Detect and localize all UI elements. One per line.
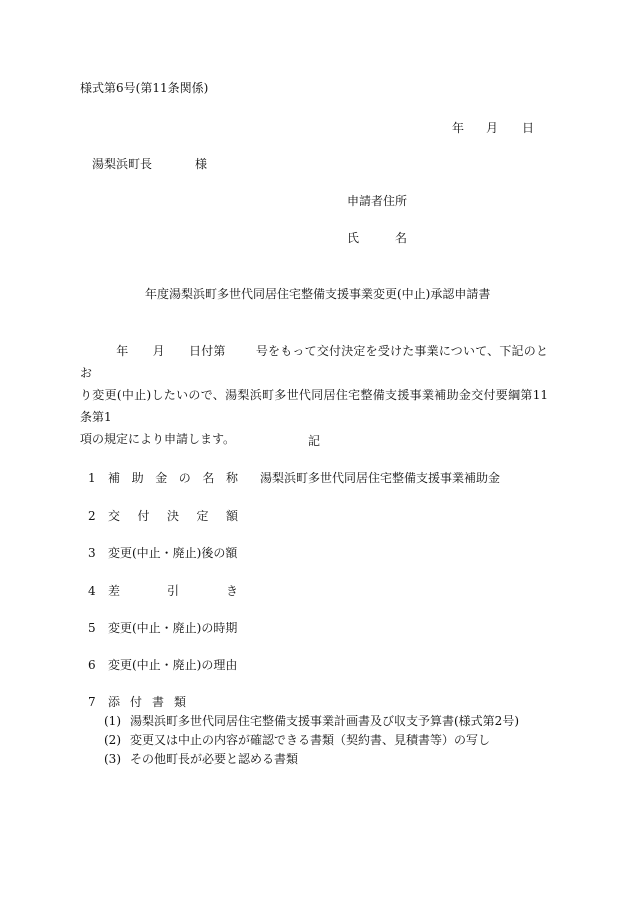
attachment-number: (2) [104, 733, 121, 747]
body-line-3: 項の規定により申請します。 [80, 432, 236, 446]
item-number: 6 [88, 658, 96, 672]
attachment-number: (1) [104, 714, 121, 728]
attachment-item [104, 713, 519, 729]
body-day-no: 日付第 [188, 344, 226, 358]
attachment-item [104, 732, 490, 748]
ki-heading: 記 [308, 434, 321, 448]
body-line-1 [80, 340, 548, 384]
item-number: 3 [88, 546, 96, 560]
item-number: 2 [88, 509, 96, 523]
document-title: 年度湯梨浜町多世代同居住宅整備支援事業変更(中止)承認申請書 [145, 287, 491, 301]
list-item [88, 508, 238, 524]
item-value: 湯梨浜町多世代同居住宅整備支援事業補助金 [260, 471, 501, 485]
date-month-label: 月 [486, 121, 499, 135]
attachment-text: その他町長が必要と認める書類 [130, 752, 299, 766]
list-item [88, 583, 238, 599]
list-item [88, 470, 500, 486]
list-item [88, 657, 237, 673]
addressee-title: 湯梨浜町長 [92, 157, 153, 171]
list-item [88, 620, 237, 636]
form-number-label: 様式第6号(第11条関係) [80, 81, 209, 95]
item-label: 変更(中止・廃止)の時期 [108, 621, 238, 635]
attachment-text: 湯梨浜町多世代同居住宅整備支援事業計画書及び収支予算書(様式第2号) [130, 714, 520, 728]
addressee-honorific: 様 [195, 157, 208, 171]
item-label: 変更(中止・廃止)の理由 [108, 658, 238, 672]
item-number: 7 [88, 695, 96, 709]
applicant-address-label: 申請者住所 [347, 194, 408, 208]
date-year-label: 年 [452, 121, 465, 135]
attachment-number: (3) [104, 752, 121, 766]
item-label: 交 付 決 定 額 [108, 509, 238, 523]
item-number: 5 [88, 621, 96, 635]
attachment-text: 変更又は中止の内容が確認できる書類（契約書、見積書等）の写し [130, 733, 491, 747]
applicant-name-label-1: 氏 [347, 231, 360, 245]
body-line-2: り変更(中止)したいので、湯梨浜町多世代同居住宅整備支援事業補助金交付要綱第11条第1 [80, 388, 548, 424]
body-text-1: 号をもって交付決定を受けた事業について、下記のとお [80, 344, 548, 380]
item-number: 1 [88, 471, 96, 485]
item-label: 添 付 書 類 [108, 695, 186, 709]
item-label: 補 助 金 の 名 称 [108, 471, 238, 485]
attachment-item [104, 751, 298, 767]
list-item [88, 545, 237, 561]
list-item [88, 694, 186, 710]
date-day-label: 日 [522, 121, 535, 135]
item-label: 差 引 き [108, 584, 238, 598]
body-year: 年 [116, 344, 129, 358]
item-label: 変更(中止・廃止)後の額 [108, 546, 238, 560]
body-month: 月 [152, 344, 165, 358]
applicant-name-label-2: 名 [395, 231, 408, 245]
item-number: 4 [88, 584, 96, 598]
